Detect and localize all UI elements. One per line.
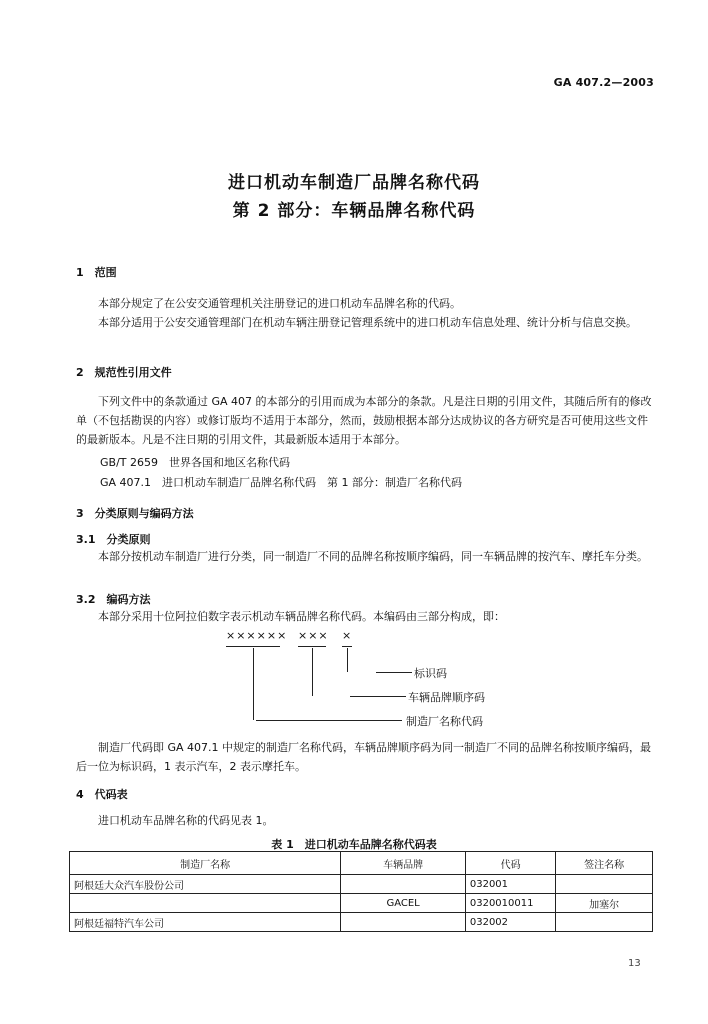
document-title: 进口机动车制造厂品牌名称代码 (228, 173, 480, 193)
section-3-1-paragraph: 本部分按机动车制造厂进行分类，同一制造厂不同的品牌名称按顺序编码，同一车辆品牌的按汽车、摩托车分类。 (98, 550, 648, 563)
leader-horizontal-1 (256, 720, 402, 721)
cell-code: 0320010011 (465, 894, 555, 913)
cell-brand: GACEL (341, 894, 466, 913)
table-caption: 表 1 进口机动车品牌名称代码表 (271, 838, 437, 851)
table-row (70, 875, 653, 894)
page-number: 13 (628, 958, 641, 969)
header-manufacturer-name: 制造厂名称 (70, 852, 341, 875)
leader-vertical-1 (253, 648, 254, 720)
code-group-brand-sequence: ××× (298, 629, 329, 642)
underline-group-1 (226, 646, 280, 647)
section-4-paragraph: 进口机动车品牌名称的代码见表 1。 (98, 814, 274, 827)
section-3-1-heading: 3.1 分类原则 (76, 533, 151, 546)
section-1-paragraph-2: 本部分适用于公安交通管理部门在机动车辆注册登记管理系统中的进口机动车信息处理、统计分析与信息交换。 (98, 316, 637, 329)
standard-number: GA 407.2—2003 (553, 76, 654, 89)
cell-manufacturer: 阿根廷福特汽车公司 (70, 913, 341, 932)
header-endorsement-name: 签注名称 (556, 852, 653, 875)
cell-code: 032001 (465, 875, 555, 894)
cell-endorsement (556, 913, 653, 932)
section-1-paragraph-1: 本部分规定了在公安交通管理机关注册登记的进口机动车品牌名称的代码。 (98, 297, 461, 310)
leader-vertical-2 (312, 648, 313, 696)
label-brand-sequence-code: 车辆品牌顺序码 (408, 691, 485, 704)
normative-reference-2: GA 407.1 进口机动车制造厂品牌名称代码 第 1 部分：制造厂名称代码 (100, 476, 463, 489)
document-subtitle: 第 2 部分：车辆品牌名称代码 (232, 201, 476, 221)
section-4-heading: 4 代码表 (76, 788, 128, 801)
code-group-manufacturer: ×××××× (226, 629, 288, 642)
underline-group-3 (342, 646, 352, 647)
code-group-identifier: × (342, 629, 352, 642)
cell-endorsement: 加塞尔 (556, 894, 653, 913)
normative-reference-1: GB/T 2659 世界各国和地区名称代码 (100, 456, 290, 469)
label-identifier-code: 标识码 (414, 667, 447, 680)
section-2-heading: 2 规范性引用文件 (76, 366, 172, 379)
section-1-heading: 1 范围 (76, 266, 117, 279)
header-vehicle-brand: 车辆品牌 (341, 852, 466, 875)
leader-vertical-3 (347, 648, 348, 672)
brand-code-table (69, 851, 653, 932)
header-code: 代码 (465, 852, 555, 875)
section-3-heading: 3 分类原则与编码方法 (76, 507, 194, 520)
leader-horizontal-3 (376, 672, 412, 673)
table-row (70, 894, 653, 913)
section-2-paragraph-1: 下列文件中的条款通过 GA 407 的本部分的引用而成为本部分的条款。凡是注日期的引用文件，其随后所有的修改单（不包括勘误的内容）或修订版均不适用于本部分，然而，鼓励根据本部分达成协议的各方研究是否可使用这些文件的最新版本。凡是不注日期的引用文件，其最新版本适用于本部分。 (76, 395, 652, 446)
section-3-2-paragraph: 本部分采用十位阿拉伯数字表示机动车辆品牌名称代码。本编码由三部分构成，即： (98, 610, 505, 623)
cell-brand (341, 913, 466, 932)
table-row (70, 913, 653, 932)
cell-manufacturer (70, 894, 341, 913)
cell-endorsement (556, 875, 653, 894)
cell-manufacturer: 阿根廷大众汽车股份公司 (70, 875, 341, 894)
leader-horizontal-2 (350, 696, 406, 697)
table-header-row (70, 852, 653, 875)
underline-group-2 (298, 646, 326, 647)
label-manufacturer-name-code: 制造厂名称代码 (406, 715, 483, 728)
cell-brand (341, 875, 466, 894)
section-3-2-heading: 3.2 编码方法 (76, 593, 151, 606)
section-3-2-explanation: 制造厂代码即 GA 407.1 中规定的制造厂名称代码，车辆品牌顺序码为同一制造厂不同的品牌名称按顺序编码，最后一位为标识码，1 表示汽车，2 表示摩托车。 (76, 741, 652, 773)
cell-code: 032002 (465, 913, 555, 932)
